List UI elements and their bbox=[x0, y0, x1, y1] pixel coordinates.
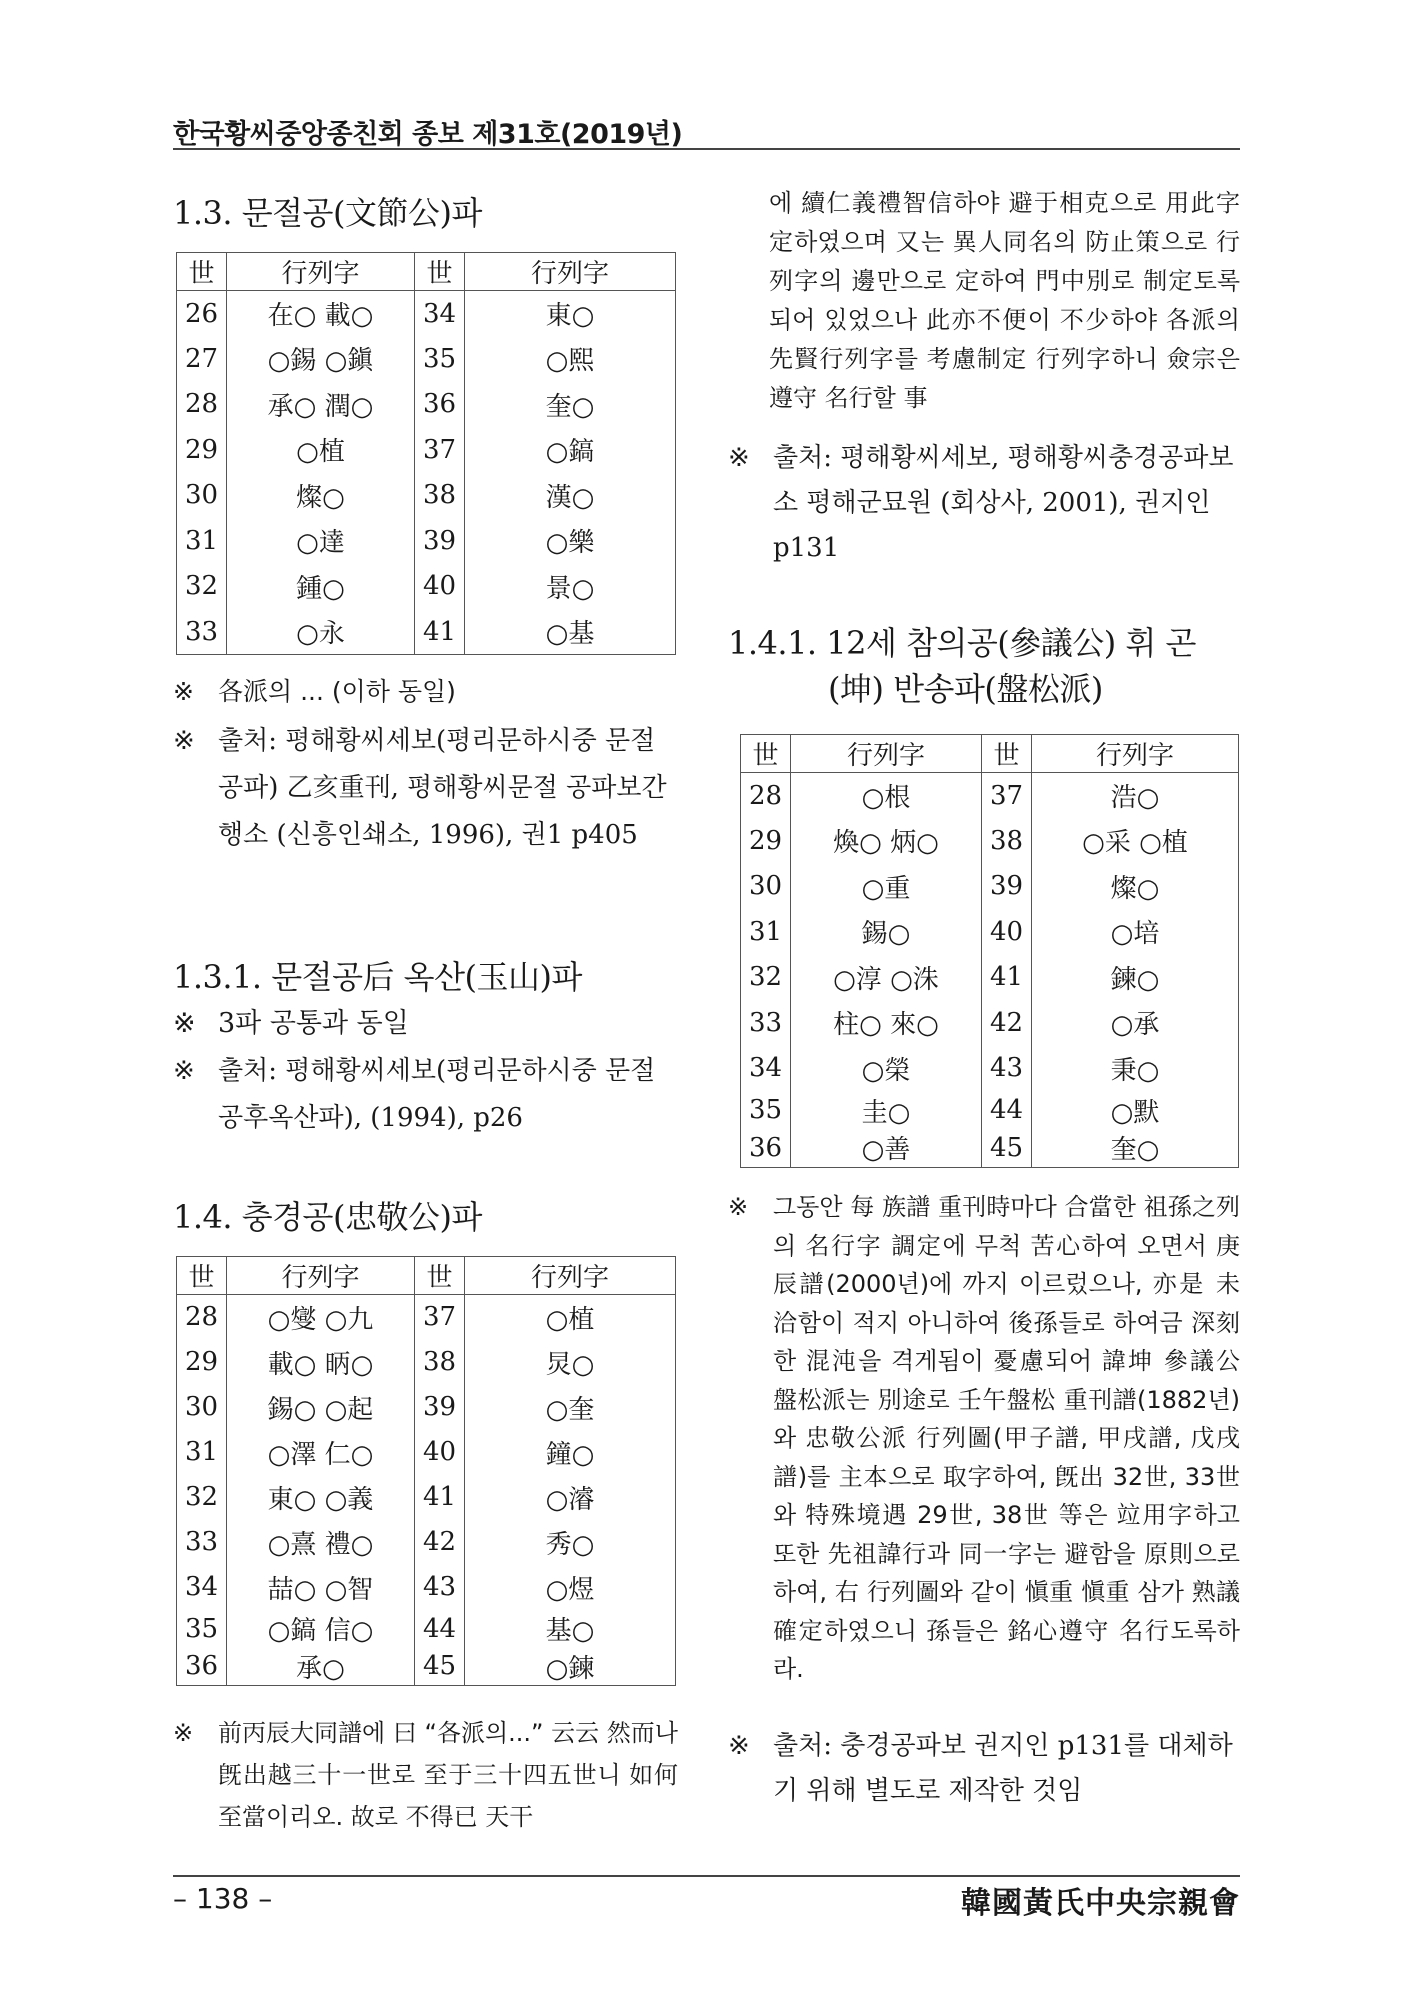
journal-title: 한국황씨중앙종친회 종보 제31호(2019년) bbox=[173, 119, 683, 150]
generation-cell: 38 bbox=[982, 818, 1032, 864]
generation-cell: 44 bbox=[982, 1091, 1032, 1129]
section-1-3-1-title: 1.3.1. 문절공后 옥산(玉山)파 bbox=[173, 958, 582, 996]
section-1-3-table bbox=[176, 252, 676, 655]
section-1-4-title: 1.4. 충경공(忠敬公)파 bbox=[173, 1198, 482, 1236]
characters-cell: ○默 bbox=[1032, 1091, 1239, 1129]
generation-cell: 34 bbox=[415, 291, 465, 337]
characters-cell: 鍊○ bbox=[1032, 955, 1239, 1001]
characters-cell: 燦○ bbox=[227, 473, 415, 519]
generation-cell: 33 bbox=[177, 609, 227, 655]
col-header-generation: 世 bbox=[177, 253, 227, 291]
generation-cell: 30 bbox=[177, 1385, 227, 1430]
generation-cell: 45 bbox=[982, 1129, 1032, 1167]
characters-cell: 東○ bbox=[465, 291, 676, 337]
characters-cell: ○榮 bbox=[791, 1046, 982, 1092]
table-row bbox=[741, 1091, 1239, 1129]
characters-cell: ○植 bbox=[465, 1295, 676, 1340]
section-1-4-1-table bbox=[740, 734, 1239, 1168]
organization-name: 韓國黃氏中央宗親會 bbox=[961, 1886, 1240, 1921]
generation-cell: 44 bbox=[415, 1610, 465, 1648]
characters-cell: ○奎 bbox=[465, 1385, 676, 1430]
characters-cell: ○樂 bbox=[465, 518, 676, 564]
generation-cell: 42 bbox=[982, 1000, 1032, 1046]
characters-cell: ○熹 禮○ bbox=[227, 1520, 415, 1565]
generation-cell: 38 bbox=[415, 1340, 465, 1385]
section-1-3-1-note bbox=[173, 1000, 678, 1047]
characters-cell: ○熙 bbox=[465, 336, 676, 382]
reference-mark-icon: ※ bbox=[173, 1719, 194, 1747]
table-row bbox=[177, 1430, 676, 1475]
characters-cell: ○淳 ○洙 bbox=[791, 955, 982, 1001]
characters-cell: 浩○ bbox=[1032, 773, 1239, 819]
title-line-2: (坤) 반송파(盤松派) bbox=[828, 670, 1103, 708]
characters-cell: ○培 bbox=[1032, 909, 1239, 955]
generation-cell: 32 bbox=[177, 1475, 227, 1520]
generation-cell: 35 bbox=[415, 336, 465, 382]
characters-cell: 承○ 潤○ bbox=[227, 382, 415, 428]
table-row bbox=[177, 427, 676, 473]
generation-cell: 43 bbox=[415, 1565, 465, 1610]
col-header-characters: 行列字 bbox=[227, 253, 415, 291]
characters-cell: 煥○ 炳○ bbox=[791, 818, 982, 864]
characters-cell: 喆○ ○智 bbox=[227, 1565, 415, 1610]
table-row bbox=[177, 1648, 676, 1686]
characters-cell: 柱○ 來○ bbox=[791, 1000, 982, 1046]
reference-mark-icon: ※ bbox=[728, 1731, 750, 1761]
source-text: 출처: 평해황씨세보(평리문하시중 문절공후옥산파), (1994), p26 bbox=[218, 1056, 656, 1133]
characters-cell: 燦○ bbox=[1032, 864, 1239, 910]
characters-cell: 景○ bbox=[465, 564, 676, 610]
col-header-generation: 世 bbox=[177, 1257, 227, 1295]
table-row bbox=[177, 291, 676, 337]
generation-cell: 39 bbox=[415, 518, 465, 564]
generation-cell: 34 bbox=[741, 1046, 791, 1092]
generation-cell: 38 bbox=[415, 473, 465, 519]
section-1-3-source bbox=[173, 718, 678, 859]
table-row bbox=[177, 1295, 676, 1340]
col-header-generation: 世 bbox=[415, 1257, 465, 1295]
page-header bbox=[173, 112, 1240, 150]
section-1-4-1-title bbox=[728, 620, 1196, 712]
generation-cell: 32 bbox=[177, 564, 227, 610]
table-header-row bbox=[177, 253, 676, 291]
reference-mark-icon: ※ bbox=[728, 1193, 749, 1221]
source-text: 출처: 충경공파보 권지인 p131를 대체하기 위해 별도로 제작한 것임 bbox=[773, 1731, 1233, 1806]
characters-cell: 基○ bbox=[465, 1610, 676, 1648]
characters-cell: ○燮 ○九 bbox=[227, 1295, 415, 1340]
table-row bbox=[177, 1385, 676, 1430]
generation-cell: 34 bbox=[177, 1565, 227, 1610]
characters-cell: ○重 bbox=[791, 864, 982, 910]
reference-mark-icon: ※ bbox=[173, 726, 195, 756]
table-row bbox=[741, 864, 1239, 910]
characters-cell: 奎○ bbox=[1032, 1129, 1239, 1167]
generation-cell: 40 bbox=[982, 909, 1032, 955]
table-row bbox=[177, 518, 676, 564]
characters-cell: ○錫 ○鎭 bbox=[227, 336, 415, 382]
characters-cell: 鍾○ bbox=[227, 564, 415, 610]
generation-cell: 40 bbox=[415, 1430, 465, 1475]
reference-mark-icon: ※ bbox=[728, 443, 750, 473]
generation-cell: 29 bbox=[177, 427, 227, 473]
col-header-generation: 世 bbox=[415, 253, 465, 291]
page-number: – 138 – bbox=[173, 1882, 273, 1915]
characters-cell: ○永 bbox=[227, 609, 415, 655]
table-row bbox=[177, 336, 676, 382]
generation-cell: 28 bbox=[177, 1295, 227, 1340]
table-row bbox=[177, 1520, 676, 1565]
source-text: 출처: 평해황씨세보, 평해황씨충경공파보소 평해군묘원 (회상사, 2001), 권지인 p131 bbox=[773, 443, 1234, 563]
generation-cell: 45 bbox=[415, 1648, 465, 1686]
generation-cell: 31 bbox=[177, 1430, 227, 1475]
generation-cell: 36 bbox=[177, 1648, 227, 1686]
table-row bbox=[741, 909, 1239, 955]
table-row bbox=[177, 382, 676, 428]
characters-cell: ○鎬 信○ bbox=[227, 1610, 415, 1648]
generation-cell: 43 bbox=[982, 1046, 1032, 1092]
generation-cell: 36 bbox=[415, 382, 465, 428]
table-row bbox=[741, 773, 1239, 819]
characters-cell: 東○ ○義 bbox=[227, 1475, 415, 1520]
table-row bbox=[741, 1000, 1239, 1046]
generation-cell: 33 bbox=[177, 1520, 227, 1565]
generation-cell: 37 bbox=[982, 773, 1032, 819]
generation-cell: 39 bbox=[982, 864, 1032, 910]
generation-cell: 41 bbox=[982, 955, 1032, 1001]
characters-cell: ○達 bbox=[227, 518, 415, 564]
generation-cell: 42 bbox=[415, 1520, 465, 1565]
source-text: 출처: 평해황씨세보(평리문하시중 문절공파) 乙亥重刊, 평해황씨문절 공파보간행소 (신흥인쇄소, 1996), 권1 p405 bbox=[218, 726, 667, 850]
col-header-characters: 行列字 bbox=[465, 1257, 676, 1295]
generation-cell: 29 bbox=[177, 1340, 227, 1385]
section-1-3-note bbox=[173, 672, 673, 712]
generation-cell: 26 bbox=[177, 291, 227, 337]
generation-cell: 30 bbox=[741, 864, 791, 910]
characters-cell: ○根 bbox=[791, 773, 982, 819]
generation-cell: 32 bbox=[741, 955, 791, 1001]
characters-cell: ○植 bbox=[227, 427, 415, 473]
section-1-3-1-source bbox=[173, 1048, 678, 1142]
col-header-generation: 世 bbox=[741, 735, 791, 773]
table-row bbox=[177, 473, 676, 519]
generation-cell: 31 bbox=[741, 909, 791, 955]
generation-cell: 35 bbox=[741, 1091, 791, 1129]
table-row bbox=[177, 564, 676, 610]
reference-mark-icon: ※ bbox=[173, 1008, 196, 1039]
generation-cell: 40 bbox=[415, 564, 465, 610]
characters-cell: 承○ bbox=[227, 1648, 415, 1686]
characters-cell: 鐘○ bbox=[465, 1430, 676, 1475]
col-header-characters: 行列字 bbox=[791, 735, 982, 773]
generation-cell: 31 bbox=[177, 518, 227, 564]
table-row bbox=[177, 1475, 676, 1520]
table-row bbox=[177, 1340, 676, 1385]
reference-mark-icon: ※ bbox=[173, 1056, 195, 1086]
generation-cell: 37 bbox=[415, 427, 465, 473]
section-1-3-title: 1.3. 문절공(文節公)파 bbox=[173, 194, 482, 232]
table-row bbox=[741, 1129, 1239, 1167]
note-text: 各派의 ... (이하 동일) bbox=[218, 677, 456, 706]
table-row bbox=[741, 818, 1239, 864]
col-header-generation: 世 bbox=[982, 735, 1032, 773]
characters-cell: 漢○ bbox=[465, 473, 676, 519]
footer-divider bbox=[173, 1875, 1240, 1877]
characters-cell: ○鎬 bbox=[465, 427, 676, 473]
generation-cell: 39 bbox=[415, 1385, 465, 1430]
generation-cell: 28 bbox=[177, 382, 227, 428]
characters-cell: ○煜 bbox=[465, 1565, 676, 1610]
note-text: 前丙辰大同譜에 曰 “各派의...” 云云 然而나 旣出越三十一世로 至于三十四五世니 如何至當이리오. 故로 不得已 天干 bbox=[218, 1719, 678, 1831]
characters-cell: ○鍊 bbox=[465, 1648, 676, 1686]
characters-cell: ○濬 bbox=[465, 1475, 676, 1520]
characters-cell: 錫○ bbox=[791, 909, 982, 955]
characters-cell: 秉○ bbox=[1032, 1046, 1239, 1092]
section-1-4-table bbox=[176, 1256, 676, 1686]
section-1-4-source bbox=[728, 436, 1240, 571]
generation-cell: 37 bbox=[415, 1295, 465, 1340]
characters-cell: ○澤 仁○ bbox=[227, 1430, 415, 1475]
generation-cell: 41 bbox=[415, 609, 465, 655]
section-1-4-note bbox=[173, 1712, 678, 1838]
table-row bbox=[741, 1046, 1239, 1092]
col-header-characters: 行列字 bbox=[465, 253, 676, 291]
table-row bbox=[177, 1565, 676, 1610]
title-line-1: 1.4.1. 12세 참의공(參議公) 휘 곤 bbox=[728, 624, 1196, 662]
characters-cell: ○基 bbox=[465, 609, 676, 655]
reference-mark-icon: ※ bbox=[173, 677, 194, 706]
generation-cell: 41 bbox=[415, 1475, 465, 1520]
characters-cell: 錫○ ○起 bbox=[227, 1385, 415, 1430]
table-row bbox=[177, 1610, 676, 1648]
generation-cell: 28 bbox=[741, 773, 791, 819]
characters-cell: 在○ 載○ bbox=[227, 291, 415, 337]
table-header-row bbox=[741, 735, 1239, 773]
characters-cell: 炅○ bbox=[465, 1340, 676, 1385]
generation-cell: 35 bbox=[177, 1610, 227, 1648]
generation-cell: 30 bbox=[177, 473, 227, 519]
generation-cell: 27 bbox=[177, 336, 227, 382]
section-1-4-1-note bbox=[728, 1188, 1240, 1689]
characters-cell: 秀○ bbox=[465, 1520, 676, 1565]
generation-cell: 29 bbox=[741, 818, 791, 864]
col-header-characters: 行列字 bbox=[1032, 735, 1239, 773]
col-header-characters: 行列字 bbox=[227, 1257, 415, 1295]
characters-cell: 奎○ bbox=[465, 382, 676, 428]
table-row bbox=[741, 955, 1239, 1001]
characters-cell: ○善 bbox=[791, 1129, 982, 1167]
characters-cell: ○采 ○植 bbox=[1032, 818, 1239, 864]
characters-cell: 圭○ bbox=[791, 1091, 982, 1129]
continued-paragraph: 에 續仁義禮智信하야 避于相克으로 用此字定하였으며 又는 異人同名의 防止策으로 行列字의 邊만으로 定하여 門中別로 制定토록 되어 있었으나 此亦不便이 不少하야 各派의 先賢行列字를 考慮制定 行列字하니 僉宗은 遵守 名行할 事 bbox=[769, 189, 1240, 412]
note-text: 그동안 每 族譜 重刊時마다 合當한 祖孫之列의 名行字 調定에 무척 苦心하여 오면서 庚辰譜(2000년)에 까지 이르렀으나, 亦是 未洽함이 적지 아니하여 後孫들로 하여금 深刻한 混沌을 격게됨이 憂慮되어 諱坤 參議公 盤松派는 別途로 壬午盤松 重刊譜(1882년)와 忠敬公派 行列圖(甲子譜, 甲戌譜, 戊戌譜)를 主本으로 取字하여, 旣出 32世, 33世와 特殊境遇 29世, 38世 等은 竝用字하고 또한 先祖諱行과 同一字는 避함을 原則으로하여, 右 行列圖와 같이 愼重 愼重 삼가 熟議 確定하였으니 孫들은 銘心遵守 名行도록하라. bbox=[773, 1193, 1240, 1683]
generation-cell: 33 bbox=[741, 1000, 791, 1046]
section-1-4-1-source bbox=[728, 1724, 1240, 1814]
characters-cell: ○承 bbox=[1032, 1000, 1239, 1046]
table-header-row bbox=[177, 1257, 676, 1295]
generation-cell: 36 bbox=[741, 1129, 791, 1167]
note-text: 3파 공통과 동일 bbox=[218, 1008, 409, 1039]
table-row bbox=[177, 609, 676, 655]
characters-cell: 載○ 昞○ bbox=[227, 1340, 415, 1385]
